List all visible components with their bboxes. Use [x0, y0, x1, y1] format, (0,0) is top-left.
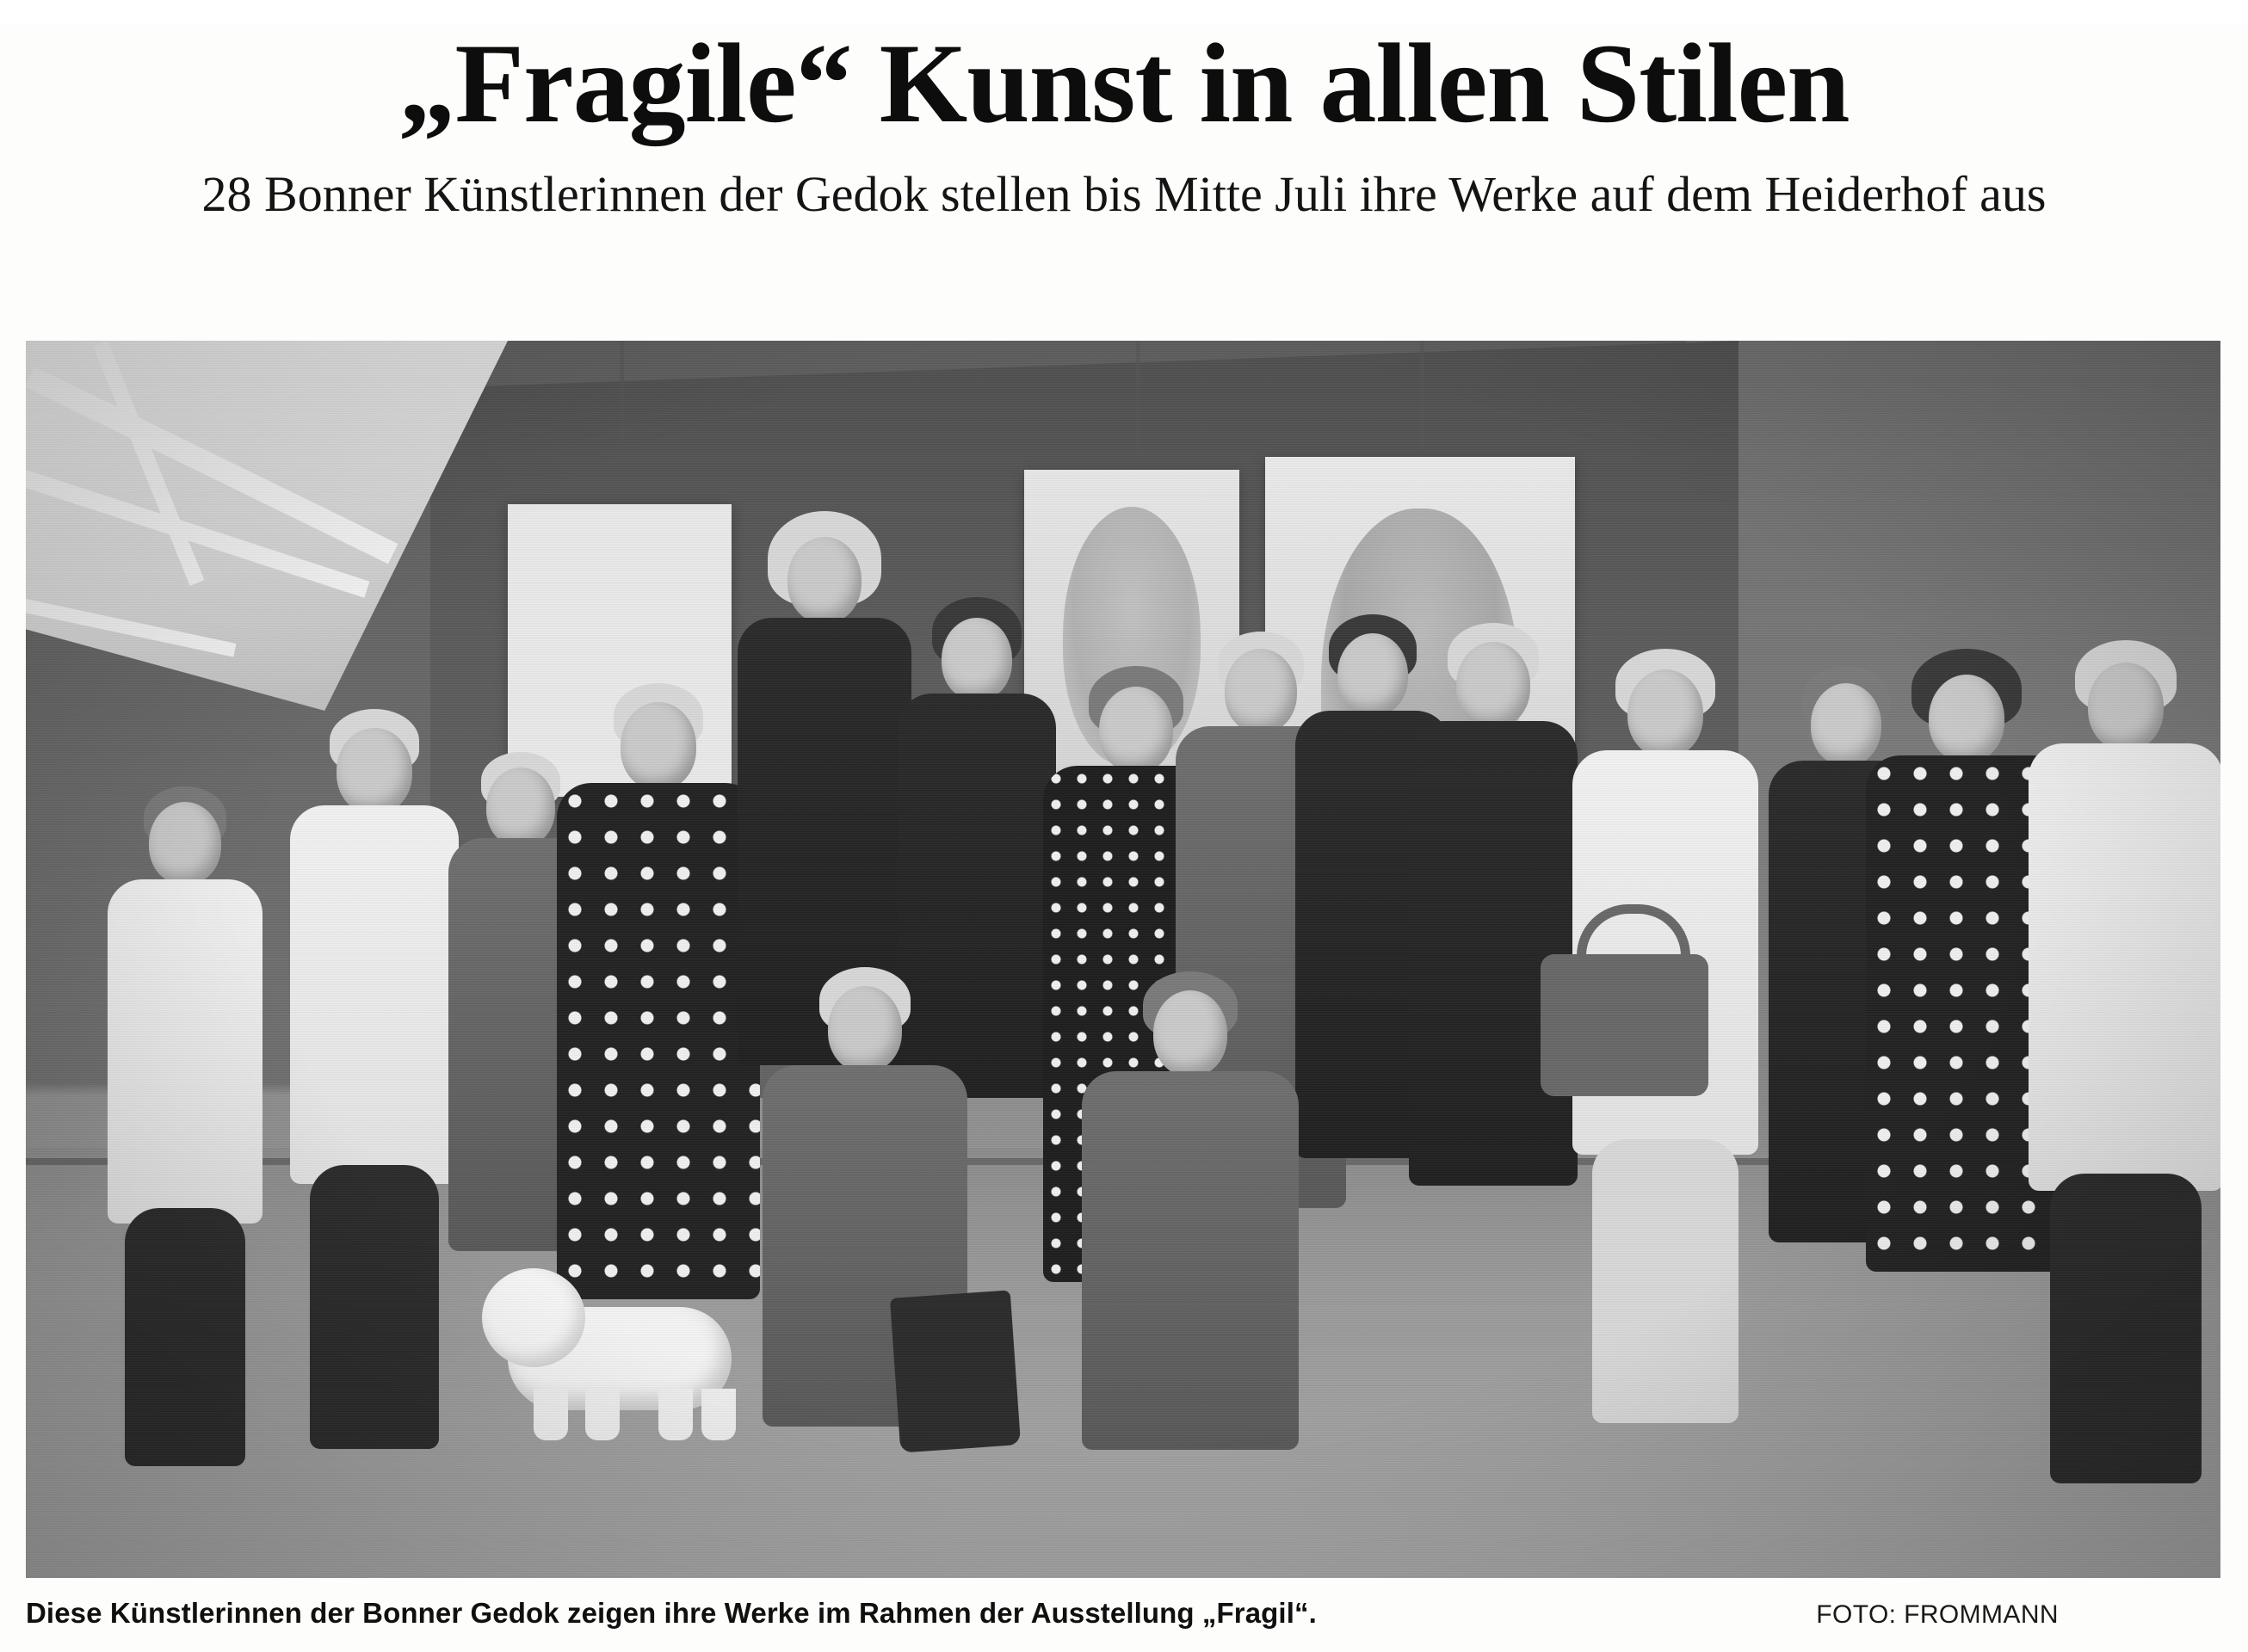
person-head [1627, 669, 1703, 757]
person-torso [1082, 1071, 1299, 1450]
person-head [1337, 633, 1408, 716]
dog-leg [658, 1389, 693, 1440]
person-torso [108, 879, 262, 1224]
dog-leg [585, 1389, 620, 1440]
person-legs [2050, 1174, 2202, 1483]
person-head [1456, 642, 1530, 728]
page-title: „Fragile“ Kunst in allen Stilen [398, 20, 1850, 146]
person-torso [1409, 721, 1578, 1186]
photo-credit: FOTO: FROMMANN [1816, 1600, 2059, 1629]
person-legs [125, 1208, 245, 1466]
person-head [942, 618, 1012, 700]
person-legs [1592, 1139, 1738, 1423]
person-head [828, 986, 902, 1072]
photo-caption: Diese Künstlerinnen der Bonner Gedok zeigen ihre Werke im Rahmen der Ausstellung „Fragil“. [26, 1597, 1317, 1629]
person-figure [2023, 640, 2220, 1483]
person-torso [557, 783, 760, 1299]
photo-scene [26, 341, 2220, 1578]
dog [473, 1260, 757, 1440]
person-head [1929, 675, 2004, 762]
caption-row [26, 1597, 2222, 1630]
dog-head [482, 1268, 585, 1367]
page-subtitle: 28 Bonner Künstlerinnen der Gedok stellen bis Mitte Juli ihre Werke auf dem Heiderhof aus [201, 165, 2047, 222]
person-head [1225, 649, 1297, 733]
person-head [621, 702, 696, 790]
person-head [1099, 687, 1173, 773]
person-head [149, 802, 221, 885]
newspaper-page [0, 20, 2248, 1652]
article-photo [26, 341, 2220, 1578]
person-head [787, 537, 862, 623]
person-figure-kneeling [1076, 971, 1304, 1479]
hanging-wire [1136, 341, 1140, 474]
dog-leg [701, 1389, 736, 1440]
hanging-wire [1420, 341, 1424, 461]
dog-leg [534, 1389, 568, 1440]
handbag [1541, 954, 1708, 1096]
person-figure [103, 786, 267, 1466]
person-head [337, 728, 412, 814]
person-head [486, 767, 555, 847]
person-torso [2029, 743, 2220, 1191]
person-figure [284, 709, 465, 1449]
floor-bag [890, 1290, 1021, 1452]
person-legs [310, 1165, 439, 1449]
hanging-wire [620, 341, 624, 509]
person-head [1153, 990, 1227, 1076]
person-head [2088, 663, 2164, 750]
person-torso [290, 805, 459, 1184]
